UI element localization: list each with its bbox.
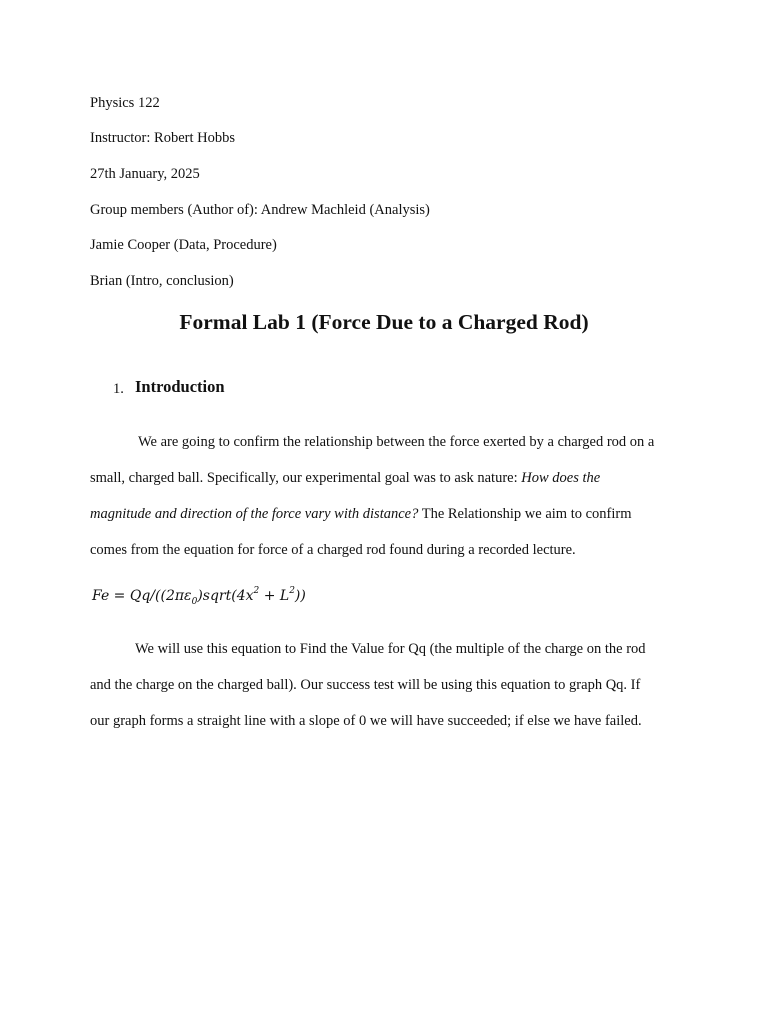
force-equation [92, 580, 306, 613]
section-number: 1. [113, 381, 124, 397]
group-member-line: Jamie Cooper (Data, Procedure) [90, 237, 277, 253]
equation-superscript: 2 [289, 586, 295, 596]
text-run: small, charged ball. Specifically, our experimental goal was to ask nature: [90, 470, 522, 486]
document-title: Formal Lab 1 (Force Due to a Charged Rod) [179, 310, 589, 334]
text-run: The Relationship we aim to confirm [418, 506, 632, 522]
italic-question: magnitude and direction of the force vary with distance? [90, 506, 419, 522]
paragraph-line: and the charge on the charged ball). Our success test will be using this equation to graph Qq. If [90, 677, 641, 693]
equation-part: )) [294, 588, 306, 604]
equation-part: )sqrt(4x [197, 588, 254, 604]
instructor-line: Instructor: Robert Hobbs [90, 130, 235, 146]
equation-superscript: 2 [253, 586, 260, 596]
course-name: Physics 122 [90, 95, 160, 111]
section-heading: Introduction [135, 377, 225, 396]
date-line: 27th January, 2025 [90, 166, 200, 182]
equation-subscript: 0 [191, 597, 198, 607]
paragraph-line: our graph forms a straight line with a slope of 0 we will have succeeded; if else we have failed. [90, 713, 642, 729]
paragraph-line [90, 469, 600, 487]
paragraph-line [90, 505, 632, 523]
group-members-line: Group members (Author of): Andrew Machleid (Analysis) [90, 202, 430, 218]
paragraph-line: comes from the equation for force of a charged rod found during a recorded lecture. [90, 542, 576, 558]
equation-part: Fe = Qq/((2πε [92, 588, 192, 604]
equation-part: + L [259, 588, 290, 604]
paragraph-line: We are going to confirm the relationship between the force exerted by a charged rod on a [138, 434, 655, 450]
italic-question: How does the [521, 470, 601, 486]
paragraph-line: We will use this equation to Find the Value for Qq (the multiple of the charge on the rod [135, 641, 646, 657]
group-member-line: Brian (Intro, conclusion) [90, 273, 234, 289]
